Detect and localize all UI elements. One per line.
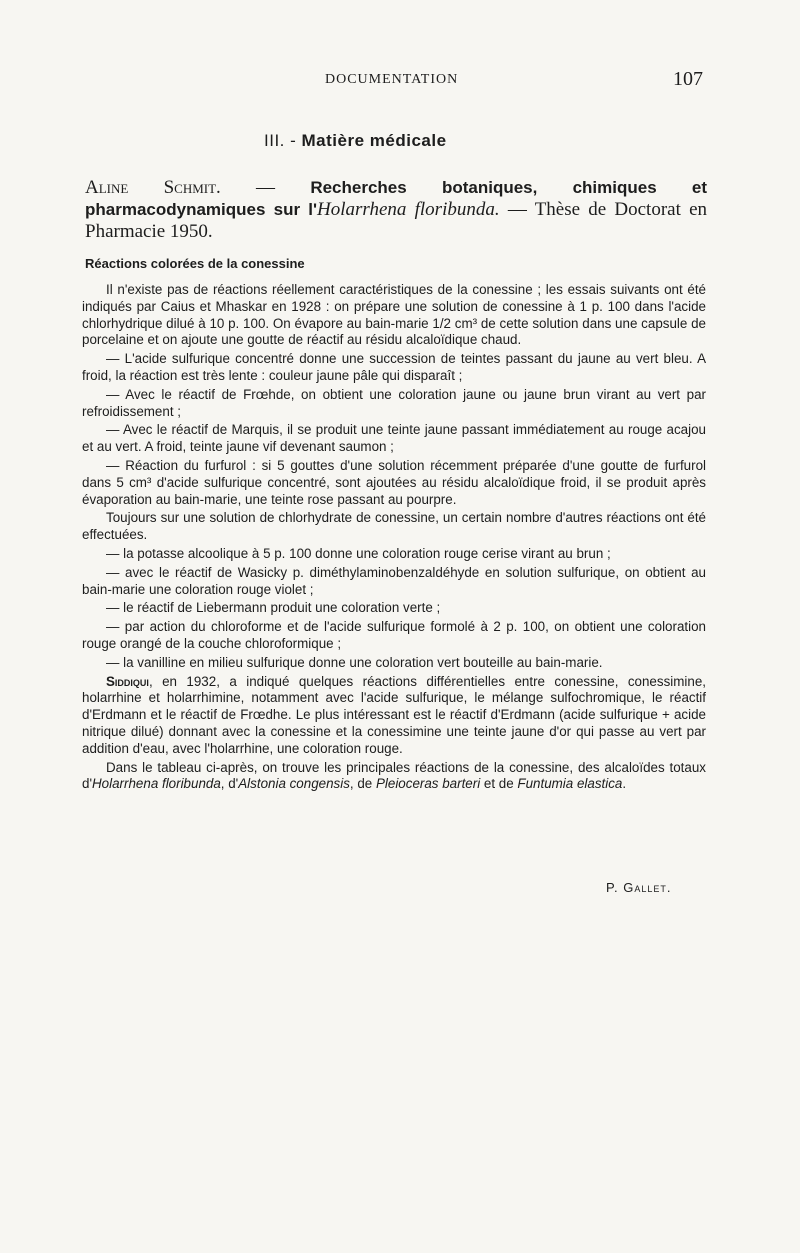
citation-title: Recherches botaniques, chimiques et pharmacodynamiques sur l' xyxy=(85,178,708,219)
author-signature: P. Gallet. xyxy=(606,880,672,895)
paragraph-text: , d' xyxy=(220,776,239,792)
citation-thesis: Thèse de Doctorat en Pharmacie 1950. xyxy=(85,199,708,242)
citation-dash: — xyxy=(220,177,311,198)
running-head: DOCUMENTATION xyxy=(325,72,459,87)
paragraph-text: . xyxy=(622,776,627,792)
paragraph-text: , en 1932, a indiqué quelques réactions différentielles entre conessine, conessimine, holarrhine et holarrhimine, notamment avec l'acide sulfurique, le mélange sulfochromique, le réactif d'Erdmann et le réactif de Frœdhe. Le plus intéressant est le réactif d'Erdmann (acide sulfurique + acide nitrique dilué) donnant avec la conessine et la conessimine une teinte jaune d'or qui passe au vert par addition d'eau, avec l'holarrhine, une coloration rouge. xyxy=(82,673,706,756)
body-text xyxy=(82,282,706,795)
bibliographic-citation xyxy=(85,177,707,243)
citation-dash: — xyxy=(499,199,535,220)
paragraph: — Avec le réactif de Frœhde, on obtient une coloration jaune ou jaune brun virant au vert par refroidissement ; xyxy=(82,386,706,419)
citation-author: Aline Schmit. xyxy=(85,177,221,198)
section-number: III. - xyxy=(264,131,297,150)
paragraph: — L'acide sulfurique concentré donne une succession de teintes passant du jaune au vert bleu. A froid, la réaction est très lente : couleur jaune pâle qui disparaît ; xyxy=(82,351,706,383)
paragraph: — avec le réactif de Wasicky p. diméthylaminobenzaldéhyde en solution sulfurique, on obtient au bain-marie une coloration rouge violet ; xyxy=(82,564,706,597)
paragraph xyxy=(82,760,706,794)
paragraph: — la potasse alcoolique à 5 p. 100 donne une coloration rouge cerise virant au brun ; xyxy=(106,545,611,561)
paragraph: — la vanilline en milieu sulfurique donne une coloration vert bouteille au bain-marie. xyxy=(106,654,603,670)
section-heading xyxy=(264,131,447,151)
paragraph: — Réaction du furfurol : si 5 gouttes d'une solution récemment préparée d'une goutte de furfurol dans 5 cm³ d'acide sulfurique concentré, sont ajoutées au résidu alcaloïdique froid, il se produit après évaporation au bain-marie, une teinte rose passant au pourpre. xyxy=(82,457,706,507)
page-number: 107 xyxy=(673,68,703,90)
paragraph: — le réactif de Liebermann produit une coloration verte ; xyxy=(106,600,441,616)
citation-species: Holarrhena floribunda. xyxy=(317,199,500,220)
section-title: Matière médicale xyxy=(301,131,447,150)
species-name: Funtumia elastica xyxy=(517,776,623,792)
paragraph-text: , de xyxy=(349,776,376,792)
subheading: Réactions colorées de la conessine xyxy=(85,256,305,271)
paragraph: Toujours sur une solution de chlorhydrate de conessine, un certain nombre d'autres réactions ont été effectuées. xyxy=(82,510,706,543)
paragraph: — Avec le réactif de Marquis, il se produit une teinte jaune passant immédiatement au rouge acajou et au vert. A froid, teinte jaune vif devenant saumon ; xyxy=(82,422,706,455)
paragraph-text: et de xyxy=(480,776,518,792)
paragraph: Il n'existe pas de réactions réellement caractéristiques de la conessine ; les essais suivants ont été indiqués par Caius et Mhaskar en 1928 : on prépare une solution de conessine à 1 p. 100 dans l'acide chlorhydrique dilué à 10 p. 100. On évapore au bain-marie 1/2 cm³ de cette solution dans une capsule de porcelaine et on ajoute une goutte de réactif au résidu alcaloïdique chaud. xyxy=(82,282,706,348)
paragraph xyxy=(82,674,706,758)
paragraph: — par action du chloroforme et de l'acide sulfurique formolé à 2 p. 100, on obtient une coloration rouge orangé de la couche chloroformique ; xyxy=(82,619,706,651)
author-name: Siddiqui xyxy=(106,673,149,689)
species-name: Holarrhena floribunda xyxy=(92,776,221,792)
species-name: Pleioceras barteri xyxy=(375,776,481,792)
paragraph-text: Dans le tableau ci-après, on trouve les principales réactions de la conessine, des alcaloïdes totaux d' xyxy=(82,759,706,792)
species-name: Alstonia congensis xyxy=(238,776,350,792)
